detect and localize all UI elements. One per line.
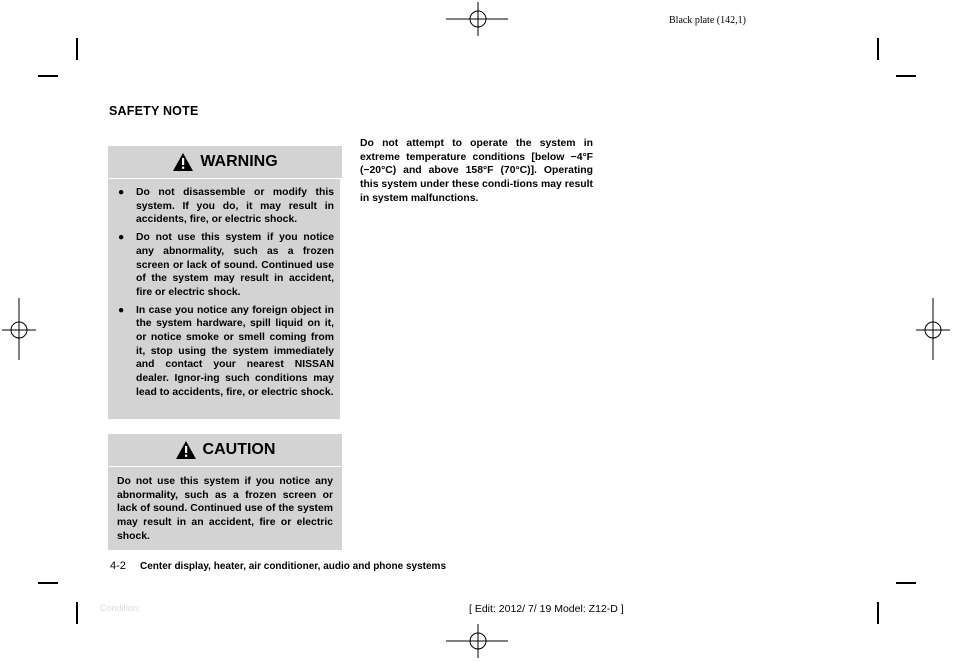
- caution-text: Do not use this system if you notice any abnormality, such as a frozen screen or lack of sound. Continued use of the system may result in an accident, fire or electric shock.: [117, 476, 333, 542]
- warning-item-text: In case you notice any foreign object in the system hardware, spill liquid on it, or notice smoke or smell coming from it, stop using the system immediately and contact your nearest NISSAN dealer. Ignor-ing such conditions may lead to accidents, fire, or electric shock.: [136, 304, 334, 398]
- registration-mark-icon: [2, 298, 38, 362]
- warning-title: WARNING: [200, 153, 278, 170]
- registration-mark-icon: [916, 298, 952, 362]
- registration-mark-icon: [446, 2, 510, 38]
- caution-header: [108, 434, 342, 467]
- condition-label: Condition:: [100, 603, 141, 613]
- list-item: [108, 186, 334, 227]
- warning-item-text: Do not disassemble or modify this system. If you do, it may result in accidents, fire, or electric shock.: [136, 187, 334, 226]
- list-item: [108, 304, 334, 400]
- warning-triangle-icon: [172, 152, 194, 172]
- list-item: [108, 231, 334, 300]
- warning-triangle-icon: [175, 440, 197, 460]
- registration-mark-icon: [446, 624, 510, 660]
- warning-item-text: Do not use this system if you notice any abnormality, such as a frozen screen or lack of sound. Continued use of the system may result in accident, fire or electric shock.: [136, 232, 334, 298]
- bullet: ●: [118, 232, 125, 244]
- bullet: ●: [118, 304, 125, 316]
- caution-title: CAUTION: [202, 441, 276, 458]
- page-number: 4-2: [110, 560, 126, 572]
- bullet: ●: [118, 187, 125, 198]
- warning-box-edge: [340, 178, 342, 419]
- temperature-note: Do not attempt to operate the system in extreme temperature conditions [below −4°F (−20°C) and above 158°F (70°C)]. Operating this system under these condi-tions may result in system malfunctions.: [360, 138, 593, 204]
- chapter-title: Center display, heater, air conditioner, audio and phone systems: [140, 561, 447, 572]
- warning-header: [108, 146, 342, 179]
- section-title: SAFETY NOTE: [109, 104, 199, 118]
- edit-info: [ Edit: 2012/ 7/ 19 Model: Z12-D ]: [469, 603, 624, 615]
- warning-list: [108, 186, 334, 404]
- plate-label: Black plate (142,1): [669, 15, 746, 26]
